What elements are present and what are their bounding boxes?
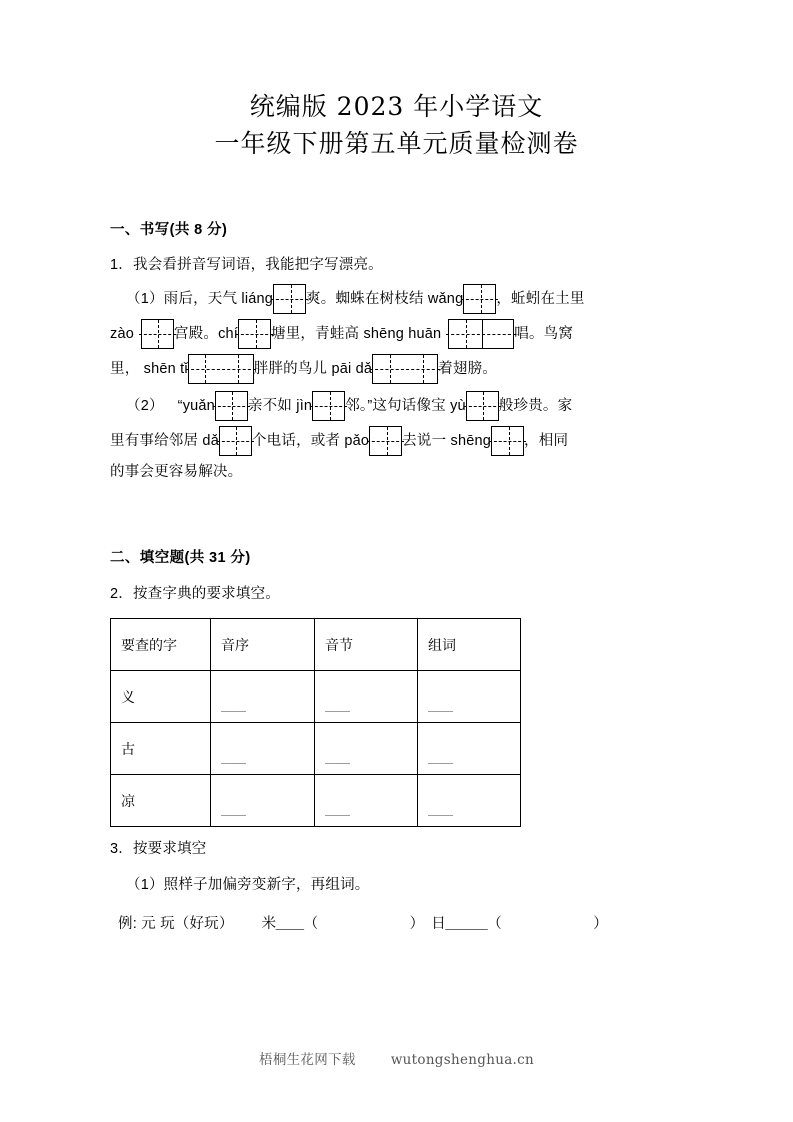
text-fragment: 亲不如 jìn: [247, 397, 313, 414]
text-fragment: zào: [110, 325, 134, 342]
text-fragment: 胖胖的鸟儿 pāi dǎ: [253, 360, 373, 377]
tianzige-box-double[interactable]: [188, 354, 254, 384]
tianzige-vertical-dash: [256, 320, 257, 348]
answer-blank[interactable]: ＿＿: [211, 723, 315, 775]
dictionary-table: [110, 618, 521, 827]
tianzige-box[interactable]: [466, 391, 499, 421]
tianzige-vertical-dash: [330, 392, 331, 420]
title-line-1: 统编版 2023 年小学语文: [249, 92, 544, 121]
tianzige-vertical-dash: [481, 285, 482, 313]
question-1-prompt: 1．我会看拼音写词语，我能把字写漂亮。: [110, 257, 383, 273]
answer-blank[interactable]: ＿＿: [418, 723, 521, 775]
tianzige-vertical-dash: [238, 355, 239, 383]
table-char-cell: 凉: [111, 775, 211, 827]
tianzige-vertical-dash: [205, 355, 206, 383]
answer-blank[interactable]: ＿＿: [315, 775, 418, 827]
footer-watermark: [0, 1048, 793, 1068]
title-line-2: 一年级下册第五单元质量检测卷: [214, 129, 579, 158]
question-1-item-2-line-2: [110, 426, 683, 456]
tianzige-box[interactable]: [238, 319, 271, 349]
text-fragment: （2）: [126, 397, 164, 414]
text-fragment: 邻。”这句话像宝 yù: [345, 397, 466, 414]
tianzige-cell-divider: [482, 320, 483, 348]
text-fragment: “yuǎn: [177, 397, 215, 414]
text-fragment: 爽。蜘蛛在树枝结 wǎng: [306, 290, 464, 307]
fill-blank-2[interactable]: 日＿＿＿（: [431, 916, 502, 932]
question-3-example-line: [110, 913, 683, 936]
table-header-cell: 音序: [211, 619, 315, 671]
fill-blank-1[interactable]: 米＿＿（: [261, 916, 318, 932]
tianzige-vertical-dash: [291, 285, 292, 313]
text-fragment: 唱。鸟窝: [514, 325, 574, 342]
tianzige-vertical-dash: [466, 320, 467, 348]
tianzige-vertical-dash: [483, 392, 484, 420]
tianzige-vertical-dash: [423, 355, 424, 383]
answer-blank[interactable]: ＿＿: [418, 775, 521, 827]
tianzige-box[interactable]: [141, 319, 174, 349]
tianzige-vertical-dash: [509, 427, 510, 455]
text-fragment: 塘里，青蛙高 shēng huān: [271, 325, 442, 342]
tianzige-vertical-dash: [236, 427, 237, 455]
answer-blank[interactable]: ＿＿: [211, 775, 315, 827]
table-header-cell: 音节: [315, 619, 418, 671]
text-fragment: 宫殿。chí: [173, 325, 239, 342]
text-fragment: 个电话，或者 pǎo: [251, 432, 370, 449]
watermark-site-name: 梧桐生花网下载: [259, 1052, 356, 1068]
tianzige-box-double[interactable]: [448, 319, 514, 349]
tianzige-box[interactable]: [369, 426, 402, 456]
table-row: [111, 671, 521, 723]
answer-blank[interactable]: ＿＿: [315, 671, 418, 723]
question-1-item-1-line-1: [110, 284, 683, 314]
fill-blank-2-close: ）: [593, 916, 608, 932]
question-3-sub-1: （1）照样子加偏旁变新字，再组词。: [126, 877, 370, 893]
table-header-cell: 要查的字: [111, 619, 211, 671]
tianzige-vertical-dash: [387, 427, 388, 455]
text-fragment: ，蚯蚓在土里: [496, 290, 585, 307]
section-2-heading: 二、填空题(共 31 分): [110, 550, 251, 566]
example-text: 例: 元 玩（好玩）: [118, 916, 234, 932]
answer-blank[interactable]: ＿＿: [315, 723, 418, 775]
text-fragment: 的事会更容易解决。: [110, 464, 243, 480]
table-row: [111, 775, 521, 827]
question-2-prompt: 2．按查字典的要求填空。: [110, 586, 280, 602]
tianzige-box[interactable]: [219, 426, 252, 456]
tianzige-vertical-dash: [158, 320, 159, 348]
tianzige-box[interactable]: [463, 284, 496, 314]
watermark-site-url: wutongshenghua.cn: [390, 1052, 534, 1068]
question-1-item-1-line-2: [110, 319, 683, 349]
tianzige-vertical-dash: [232, 392, 233, 420]
text-fragment: 里， shēn tǐ: [110, 360, 188, 377]
tianzige-vertical-dash: [390, 355, 391, 383]
tianzige-box[interactable]: [273, 284, 306, 314]
text-fragment: 般珍贵。家: [498, 397, 573, 414]
table-header-row: [111, 619, 521, 671]
tianzige-box-double[interactable]: [372, 354, 438, 384]
tianzige-box[interactable]: [312, 391, 345, 421]
text-fragment: 里有事给邻居 dǎ: [110, 432, 219, 449]
answer-blank[interactable]: ＿＿: [418, 671, 521, 723]
text-fragment: （1）: [126, 290, 164, 307]
question-1-item-1-line-3: [110, 354, 683, 384]
answer-blank[interactable]: ＿＿: [211, 671, 315, 723]
text-fragment: ，相同: [524, 432, 569, 449]
table-header-cell: 组词: [418, 619, 521, 671]
question-3-prompt: 3．按要求填空: [110, 841, 207, 857]
question-1-item-2-line-1: [110, 391, 683, 421]
text-fragment: 雨后，天气 liáng: [163, 290, 274, 307]
section-1-heading: 一、书写(共 8 分): [110, 222, 228, 238]
table-char-cell: 古: [111, 723, 211, 775]
table-row: [111, 723, 521, 775]
tianzige-box[interactable]: [491, 426, 524, 456]
question-1-item-2-line-3: [110, 461, 683, 484]
table-char-cell: 义: [111, 671, 211, 723]
fill-blank-1-close: ）: [409, 916, 425, 932]
text-fragment: 去说一 shēng: [402, 432, 492, 449]
text-fragment: 着翅膀。: [438, 360, 497, 377]
page-title: [110, 0, 683, 162]
tianzige-box[interactable]: [215, 391, 248, 421]
